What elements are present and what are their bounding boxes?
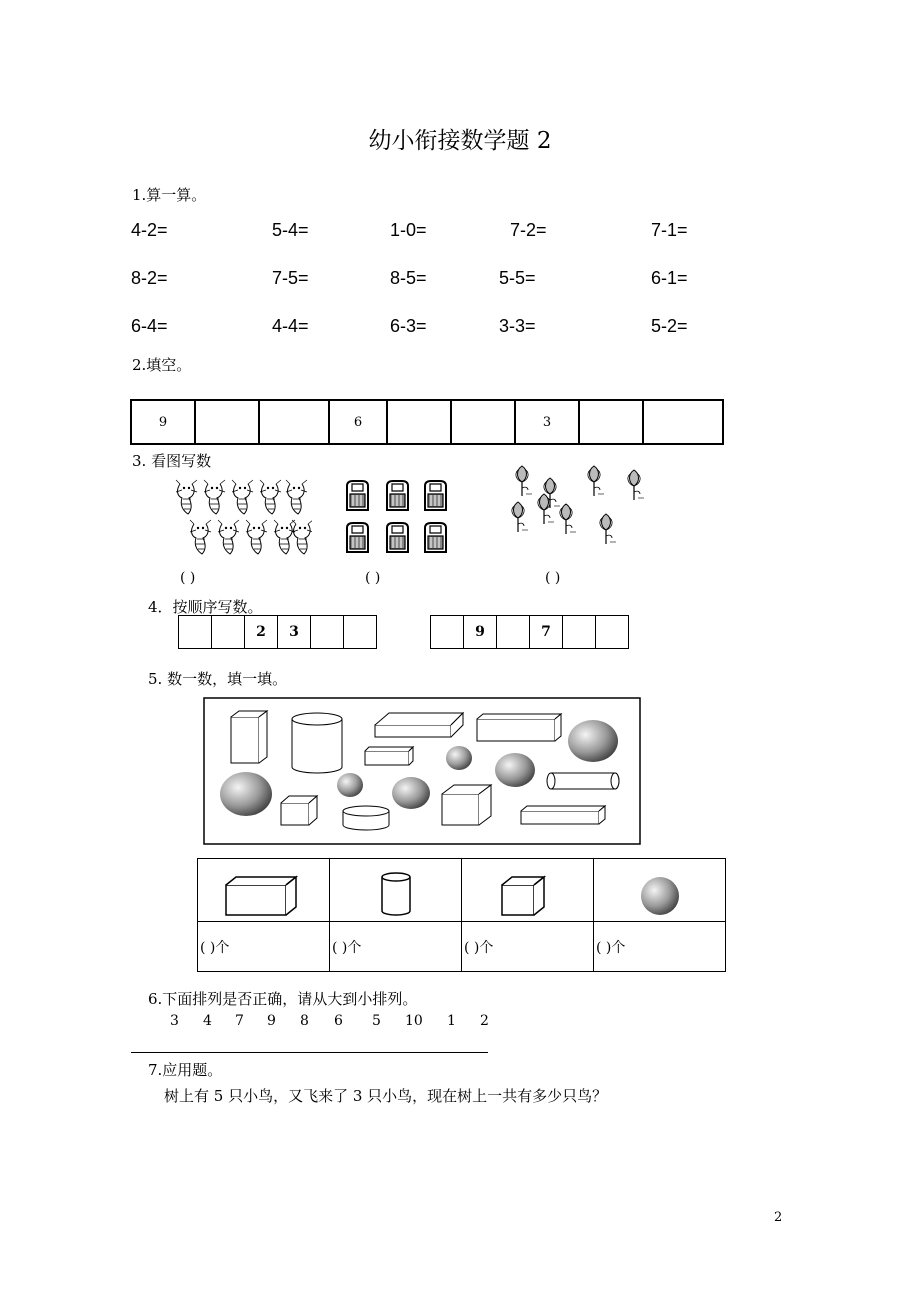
flower-picture	[506, 462, 656, 558]
equation: 3-3=	[499, 316, 536, 336]
shrimp-icon	[246, 520, 267, 554]
fill-blank-table	[130, 399, 724, 445]
equation: 7-2=	[510, 220, 547, 240]
flower-icon	[628, 470, 644, 500]
cube-icon	[442, 785, 491, 825]
sphere-icon	[392, 777, 430, 809]
word-problem: 树上有 5 只小鸟，又飞来了 3 只小鸟，现在树上一共有多少只鸟？	[164, 1087, 608, 1105]
shrimp-icon	[274, 520, 295, 554]
divider	[131, 1052, 488, 1053]
sequence-cell[interactable]	[344, 616, 377, 649]
q2-heading: 2.填空。	[132, 356, 192, 374]
shrimp-icon	[232, 480, 253, 514]
answer-blank[interactable]: ( )	[365, 570, 381, 586]
shape-cell	[330, 859, 462, 922]
fill-cell[interactable]	[451, 400, 515, 444]
backpack-icon	[347, 481, 368, 510]
equation: 4-2=	[131, 220, 168, 240]
page-number: 2	[774, 1210, 783, 1225]
fill-cell[interactable]: 9	[131, 400, 195, 444]
equation: 4-4=	[272, 316, 309, 336]
count-answer[interactable]: ( )个	[594, 922, 726, 972]
cylinder-icon	[547, 773, 619, 789]
cuboid-icon	[375, 713, 463, 737]
equation: 8-2=	[131, 268, 168, 288]
sequence-number: 3	[170, 1013, 179, 1029]
sequence-number: 8	[300, 1013, 309, 1029]
backpack-icon	[347, 523, 368, 552]
sequence-cell[interactable]	[596, 616, 629, 649]
equation: 8-5=	[390, 268, 427, 288]
sequence-cell[interactable]: 3	[278, 616, 311, 649]
cuboid-icon	[365, 747, 413, 765]
sphere-icon	[220, 772, 272, 816]
sequence-cell[interactable]: 2	[245, 616, 278, 649]
sphere-icon	[495, 753, 535, 787]
cuboid-icon	[521, 806, 605, 824]
cylinder-icon	[292, 713, 342, 773]
shrimp-icon	[190, 520, 211, 554]
sphere-icon	[446, 746, 472, 770]
shrimp-icon	[292, 520, 312, 554]
sequence-number: 6	[334, 1013, 343, 1029]
page-title: 幼小衔接数学题 2	[368, 128, 552, 154]
sequence-number: 1	[447, 1013, 456, 1029]
flower-icon	[512, 502, 528, 532]
sequence-cell[interactable]	[179, 616, 212, 649]
cylinder-icon	[343, 806, 389, 830]
count-answer[interactable]: ( )个	[330, 922, 462, 972]
cube-icon	[281, 796, 317, 825]
cylinder-icon	[330, 859, 461, 917]
fill-cell[interactable]	[259, 400, 329, 444]
cuboid-icon	[198, 859, 329, 917]
equation: 6-1=	[651, 268, 688, 288]
equation: 6-4=	[131, 316, 168, 336]
sequence-cell[interactable]	[311, 616, 344, 649]
backpack-icon	[425, 523, 446, 552]
sequence-number: 2	[480, 1013, 489, 1029]
fill-cell[interactable]	[387, 400, 451, 444]
backpack-picture	[340, 478, 452, 558]
q5-heading: 5. 数一数，填一填。	[148, 670, 288, 688]
equation: 5-2=	[651, 316, 688, 336]
shrimp-icon	[204, 480, 225, 514]
shape-cell	[594, 859, 726, 922]
sequence-cell[interactable]	[497, 616, 530, 649]
sequence-number: 9	[267, 1013, 276, 1029]
sequence-cell[interactable]	[212, 616, 245, 649]
sphere-icon	[594, 859, 725, 917]
equation: 7-5=	[272, 268, 309, 288]
sphere-icon	[568, 720, 618, 762]
q7-heading: 7.应用题。	[148, 1061, 223, 1079]
shrimp-icon	[176, 480, 197, 514]
sequence-number: 4	[203, 1013, 212, 1029]
q4-heading: 4．按顺序写数。	[148, 598, 263, 616]
shrimp-picture	[172, 478, 312, 560]
sequence-number: 10	[405, 1013, 423, 1029]
sequence-left	[178, 615, 377, 649]
backpack-icon	[425, 481, 446, 510]
fill-cell[interactable]: 3	[515, 400, 579, 444]
cube-icon	[462, 859, 593, 917]
equation: 1-0=	[390, 220, 427, 240]
fill-cell[interactable]	[643, 400, 723, 444]
flower-icon	[538, 494, 554, 524]
shrimp-icon	[286, 480, 307, 514]
flower-icon	[588, 466, 604, 496]
flower-icon	[600, 514, 616, 544]
fill-cell[interactable]	[195, 400, 259, 444]
cuboid-icon	[477, 714, 561, 741]
count-answer[interactable]: ( )个	[198, 922, 330, 972]
equation: 5-4=	[272, 220, 309, 240]
shrimp-icon	[260, 480, 281, 514]
backpack-icon	[387, 523, 408, 552]
answer-blank[interactable]: ( )	[180, 570, 196, 586]
sequence-cell[interactable]	[431, 616, 464, 649]
fill-cell[interactable]: 6	[329, 400, 387, 444]
shape-cell	[198, 859, 330, 922]
fill-cell[interactable]	[579, 400, 643, 444]
shape-cell	[462, 859, 594, 922]
sequence-cell[interactable]	[563, 616, 596, 649]
sequence-cell[interactable]: 7	[530, 616, 563, 649]
flower-icon	[516, 466, 532, 496]
count-answer[interactable]: ( )个	[462, 922, 594, 972]
equation: 7-1=	[651, 220, 688, 240]
equation: 5-5=	[499, 268, 536, 288]
flower-icon	[560, 504, 576, 534]
cuboid-icon	[231, 711, 267, 763]
sequence-number: 7	[235, 1013, 244, 1029]
sequence-cell[interactable]: 9	[464, 616, 497, 649]
backpack-icon	[387, 481, 408, 510]
q3-heading: 3. 看图写数	[132, 452, 212, 470]
shape-count-table	[197, 858, 726, 972]
shapes-picture	[203, 697, 643, 845]
equation: 6-3=	[390, 316, 427, 336]
q1-heading: 1.算一算。	[132, 186, 207, 204]
q6-heading: 6.下面排列是否正确，请从大到小排列。	[148, 990, 418, 1008]
sphere-icon	[337, 773, 363, 797]
answer-blank[interactable]: ( )	[545, 570, 561, 586]
sequence-right	[430, 615, 629, 649]
shrimp-icon	[218, 520, 239, 554]
sequence-number: 5	[372, 1013, 381, 1029]
